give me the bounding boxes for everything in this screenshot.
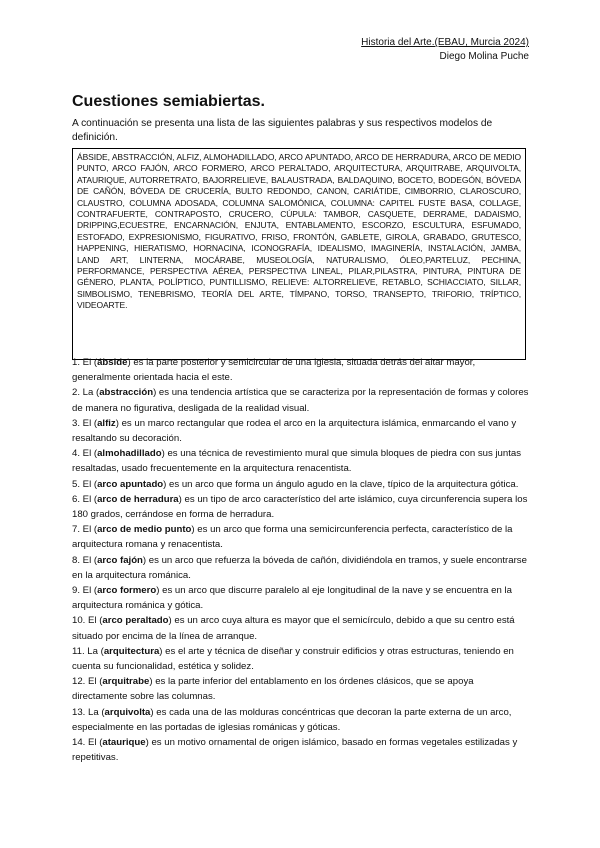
definitions-list <box>72 355 530 765</box>
definition-prefix: 7. El ( <box>72 524 98 536</box>
definition-item <box>72 385 530 415</box>
terms-list-box: ÁBSIDE, ABSTRACCIÓN, ALFIZ, ALMOHADILLADO, ARCO APUNTADO, ARCO DE HERRADURA, ARCO DE MEDIO PUNTO, ARCO FAJÓN, ARCO FORMERO, ARCO PERALTADO, ARQUITECTURA, ARQUITRABE, ARQUIVOLTA, ATAURIQUE, AUTORRETRATO, BAJORRELIEVE, BALAUSTRADA, BALDAQUINO, BOCETO, BODEGÓN, BÓVEDA DE CAÑÓN, BÓVEDA DE CRUCERÍA, BULTO REDONDO, CANON, CARIÁTIDE, CIMBORRIO, CLAROSCURO, CLAUSTRO, COLUMNA ADOSADA, COLUMNA SALOMÓNICA, COLUMNA: CAPITEL FUSTE BASA, COLLAGE, CONTRAFUERTE, CONTRAPOSTO, CRUCERO, CÚPULA: TAMBOR, CASQUETE, DERRAME, DADAISMO, DRIPPING,ECUESTRE, ENCARNACIÓN, ENJUTA, ENTABLAMENTO, ESCORZO, ESCULTURA, ESFUMADO, ESTOFADO, EXPRESIONISMO, FIGURATIVO, FRISO, FRONTÓN, GABLETE, GIROLA, GRABADO, GRUTESCO, HAPPENING, HIERATISMO, HORNACINA, ICONOGRAFÍA, IDEALISMO, IMAGINERÍA, INSTALACIÓN, JAMBA, LAND ART, LINTERNA, MOCÁRABE, MUSEOLOGÍA, NATURALISMO, ÓLEO,PARTELUZ, PECHINA, PERFORMANCE, PERSPECTIVA AÉREA, PERSPECTIVA LINEAL, PILAR,PILASTRA, PINTURA, PINTURA DE GÉNERO, PLANTA, POLÍPTICO, PUNTILLISMO, RELIEVE: ALTORRELIEVE, RETABLO, SCHIACCIATO, SILLAR, SIMBOLISMO, TENEBRISMO, TEORÍA DEL ARTE, TÍMPANO, TORSO, TRANSEPTO, TRIFORIO, TRÍPTICO, VIDEOARTE. <box>72 148 526 360</box>
definition-item <box>72 446 530 476</box>
definition-item <box>72 583 530 613</box>
definition-prefix: 11. La ( <box>72 645 104 657</box>
definition-text: ) es un arco que refuerza la bóveda de cañón, dividiéndola en tramos, y suele encontrarse en la arquitectura románica. <box>72 554 527 581</box>
definition-term: arco peraltado <box>102 615 169 627</box>
definition-item <box>72 522 530 552</box>
definition-term: arco apuntado <box>97 478 164 490</box>
definition-item <box>72 613 530 643</box>
definition-text: ) es el arte y técnica de diseñar y construir edificios y otras estructuras, teniendo en cuenta su funcionalidad, estética y solidez. <box>72 645 514 673</box>
definition-term: almohadillado <box>97 448 162 460</box>
section-title: Cuestiones semiabiertas. <box>72 93 265 110</box>
definition-item <box>72 492 530 522</box>
definition-text: ) es la parte posterior y semicircular de una iglesia, situada detrás del altar mayor, generalmente orientada hacia el este. <box>72 357 476 384</box>
definition-term: arquitrabe <box>102 676 150 688</box>
definition-text: ) es una técnica de revestimiento mural que simula bloques de piedra con sus juntas resaltadas, usado frecuentemente en la arquitectura renacentista. <box>72 448 522 475</box>
definition-item <box>72 416 530 446</box>
page-header <box>361 36 529 64</box>
definition-text: ) es la parte inferior del entablamento en los órdenes clásicos, que se apoya directamente sobre las columnas. <box>72 676 474 703</box>
definition-term: arco formero <box>97 585 157 597</box>
definition-term: arquivolta <box>104 706 151 718</box>
definition-prefix: 5. El ( <box>72 478 98 490</box>
definition-prefix: 9. El ( <box>72 585 98 597</box>
definition-item <box>72 477 530 492</box>
definition-prefix: 3. El ( <box>72 417 98 429</box>
definition-prefix: 8. El ( <box>72 554 98 566</box>
definition-text: ) es un motivo ornamental de origen islámico, basado en formas vegetales estilizadas y repetitivas. <box>72 737 518 764</box>
definition-term: arco de medio punto <box>97 524 192 536</box>
definition-item <box>72 644 530 674</box>
intro-paragraph: A continuación se presenta una lista de las siguientes palabras y sus respectivos modelos de definición. <box>72 118 493 143</box>
definition-text: ) es un arco que forma una semicircunferencia perfecta, característico de la arquitectura romana y renacentista. <box>72 524 513 551</box>
definition-prefix: 14. El ( <box>72 737 103 749</box>
definition-text: ) es un tipo de arco característico del arte islámico, cuya circunferencia supera los 180 grados, cerrándose en forma de herradura. <box>72 493 528 521</box>
definition-text: ) es un arco que forma un ángulo agudo en la clave, típico de la arquitectura gótica. <box>163 478 519 490</box>
definition-item <box>72 705 530 735</box>
definition-term: alfiz <box>97 417 116 429</box>
definition-prefix: 1. El ( <box>72 357 98 368</box>
definition-term: arco fajón <box>97 554 143 566</box>
definition-prefix: 6. El ( <box>72 493 98 505</box>
definition-prefix: 13. La ( <box>72 706 105 718</box>
definition-text: ) es una tendencia artística que se caracteriza por la representación de formas y colores de manera no figurativa, desligada de la realidad visual. <box>72 387 529 414</box>
definition-item <box>72 735 530 765</box>
definition-item <box>72 553 530 583</box>
definition-prefix: 10. El ( <box>72 615 103 627</box>
definition-term: arquitectura <box>103 645 160 657</box>
definition-prefix: 4. El ( <box>72 448 98 460</box>
definition-term: ábside <box>97 357 128 368</box>
definition-text: ) es un marco rectangular que rodea el arco en la arquitectura islámica, enmarcando el vano y resaltando su decoración. <box>72 417 517 445</box>
definition-term: abstracción <box>99 387 154 399</box>
definition-item <box>72 674 530 704</box>
definition-text: ) es un arco que discurre paralelo al eje longitudinal de la nave y se encuentra en la arquitectura románica y gótica. <box>72 585 512 612</box>
definition-term: arco de herradura <box>97 493 179 505</box>
definition-text: ) es un arco cuya altura es mayor que el semicírculo, debido a que su centro está situado por encima de la línea de arranque. <box>72 615 515 642</box>
definition-term: ataurique <box>102 737 146 749</box>
definition-prefix: 12. El ( <box>72 676 103 688</box>
author-name: Diego Molina Puche <box>439 51 529 62</box>
definition-prefix: 2. La ( <box>72 387 100 399</box>
definition-text: ) es cada una de las molduras concéntricas que decoran la parte externa de un arco, especialmente en las portadas de iglesias románicas y góticas. <box>72 706 512 733</box>
course-title: Historia del Arte.(EBAU, Murcia 2024) <box>361 37 529 48</box>
definition-item <box>72 355 530 385</box>
